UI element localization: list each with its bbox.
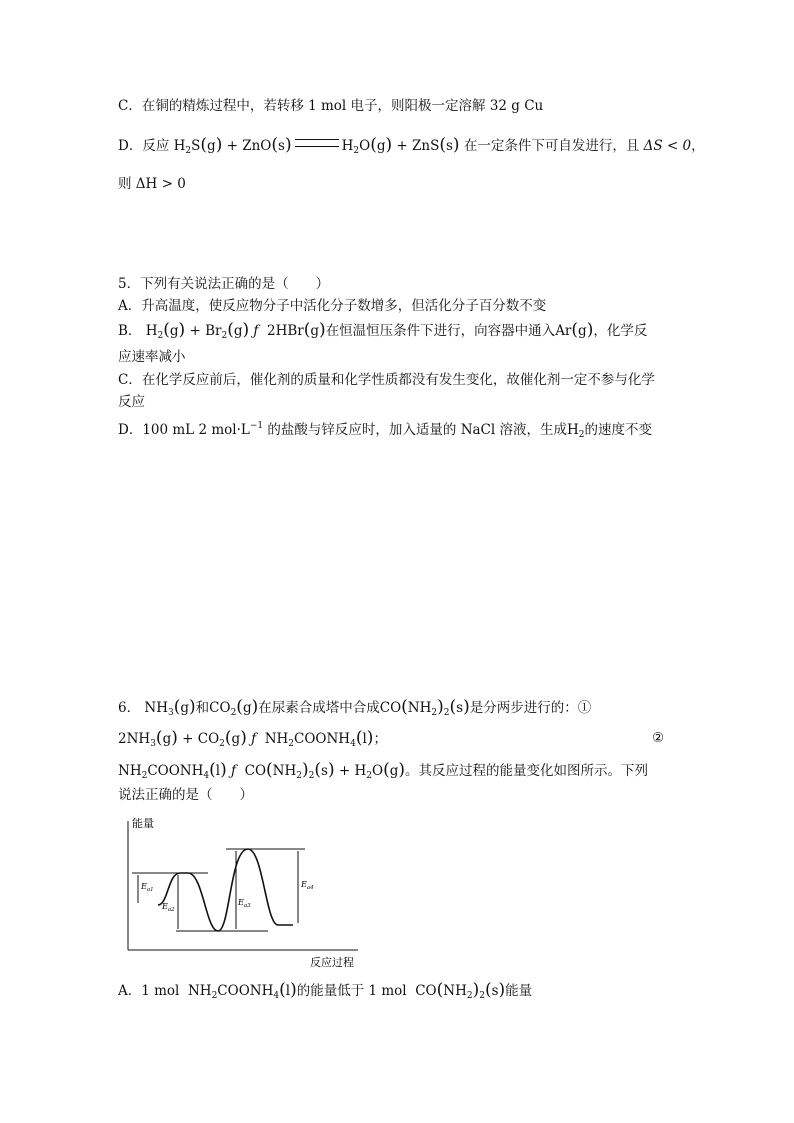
q4-d-end: ，	[691, 138, 705, 154]
x-axis-label: 反应过程	[310, 956, 354, 969]
q6-mid2: 在尿素合成塔中合成	[258, 700, 380, 716]
q5-option-c-line2: 反应	[118, 394, 145, 410]
y-axis-label: 能量	[132, 817, 154, 830]
q5-d-prefix: D．100 mL 2 mol·L	[118, 422, 250, 438]
q6-line3: $NH_2COONH_4(l)$ ƒ $CO(NH_2)_2(s) + H_2O(g)$。其反应过程的能量变化如图所示。下列	[118, 760, 648, 781]
q4-d-prefix: D．反应	[118, 138, 170, 154]
label-ea3: $E_{a3}$	[238, 898, 251, 909]
q6-num: 6．	[118, 700, 141, 716]
q4-option-d	[118, 135, 705, 161]
q5-b-text: 在恒温恒压条件下进行，向容器中通入	[325, 323, 556, 339]
energy-diagram	[118, 813, 368, 973]
q5-b-line2: 应速率减小	[118, 349, 186, 365]
q4-option-c: C．在铜的精炼过程中，若转移 1 mol 电子，则阳极一定溶解 32 g Cu	[118, 98, 544, 114]
q5-option-a: A．升高温度，使反应物分子中活化分子数增多，但活化分子百分数不变	[118, 298, 547, 314]
q5-d-sup: −1	[249, 421, 264, 431]
q4-d-line2: 则 ΔH > 0	[118, 176, 186, 192]
q6-step2-marker: ②	[652, 730, 665, 746]
q5-option-d	[118, 416, 652, 445]
q6-line4: 说法正确的是（ ）	[118, 787, 253, 803]
energy-diagram-svg	[118, 813, 368, 973]
label-ea2: $E_{a2}$	[162, 902, 175, 913]
q6-a-end: 能量	[505, 983, 533, 999]
q4-d-equation: $H_2S(g) + ZnO(s) H_2O(g) + ZnS(s)$	[173, 135, 460, 156]
q5-b-ar: Ar(g)	[555, 320, 594, 340]
q4-d-condition: ΔS < 0	[643, 138, 692, 154]
q6-a-mid: 的能量低于 1 mol	[296, 983, 407, 999]
q5-b-tail: ，化学反	[593, 323, 648, 339]
q5-b-prefix: B．	[118, 323, 142, 339]
q6-line1: 6． $NH_3(g)$和$CO_2(g)$在尿素合成塔中合成$CO(NH_2)_2(s)$是分两步进行的：①	[118, 697, 592, 718]
q6-a-prefix: A．1 mol	[118, 983, 180, 999]
q5-d-h: H	[567, 422, 579, 438]
q5-option-c-line1: C．在化学反应前后，催化剂的质量和化学性质都没有发生变化，故催化剂一定不参与化学	[118, 372, 655, 388]
q6-line3-tail: 。其反应过程的能量变化如图所示。下列	[405, 763, 648, 779]
q5-d-end: 的速度不变	[584, 422, 653, 438]
q5-stem: 5．下列有关说法正确的是（ ）	[118, 276, 330, 292]
label-ea4: $E_{a4}$	[301, 880, 314, 891]
q5-b-equation: $H_2(g) + Br_2(g)$ ƒ 2HBr(g)	[145, 320, 326, 341]
label-ea1: $E_{a1}$	[141, 882, 154, 893]
q5-option-b	[118, 320, 647, 346]
q5-d-mid: 的盐酸与锌反应时，加入适量的 NaCl 溶液，生成	[267, 422, 567, 438]
q5-d-h2	[567, 422, 585, 438]
q6-mid3: 是分两步进行的：①	[469, 700, 592, 716]
q6-option-a: A．1 mol $NH_2COONH_4(l)$的能量低于 1 mol $CO(NH_2)_2(s)$能量	[118, 980, 533, 1001]
q6-line2: $2NH_3(g) + CO_2(g)$ ƒ $NH_2COONH_4(l)$；	[118, 728, 387, 749]
q6-mid1: 和	[195, 700, 210, 716]
q4-d-text: 在一定条件下可自发进行，且	[463, 138, 640, 154]
q5-d-h-sub: 2	[578, 430, 585, 440]
